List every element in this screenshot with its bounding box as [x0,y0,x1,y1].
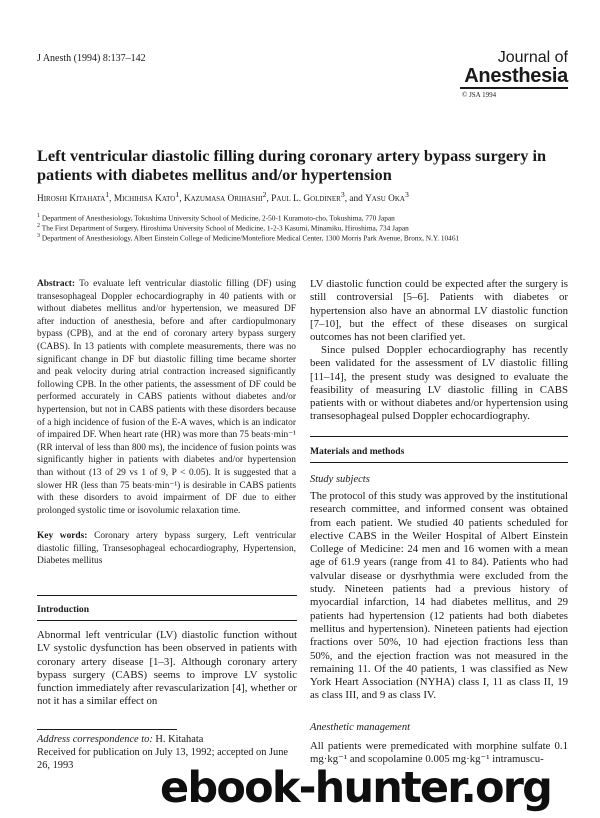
correspondence-line [37,733,297,746]
author-conjunction: , and [344,194,366,205]
copyright-notice: © JSA 1994 [462,91,497,99]
keywords-text: Coronary artery bypass surgery, Left ventricular diastolic filling, Transesophageal echocardiography, Hypertension, Diabetes mellitus [37,531,297,567]
keywords [37,530,296,568]
author-name: Kazumasa Orihashi [183,194,263,205]
received-line: Received for publication on July 13, 1992; accepted on June 26, 1993 [37,747,289,771]
journal-rule [460,87,568,89]
affiliation-mark: 2 [37,223,41,229]
intro-paragraph-2: LV diastolic function could be expected after the surgery is still controversial [5–6]. Patients with diabetes or hypertension also have an abnormal LV diastolic function [7–10], but the effect of these diseases on surgical outcomes has not been clarified yet. [310,278,568,344]
abstract-text: To evaluate left ventricular diastolic filling (DF) using transesophageal Doppler echocardiography in 40 patients with or without diabetes mellitus and/or hypertension, we measured DF after induction of anesthesia, before and after cardiopulmonary bypass (CPB), and at the end of coronary artery bypass surgery (CABS). In 13 patients with complete measurements, there was no significant change in DF but diastolic filling time became shorter and peak velocity during atrial contraction increased significantly following CPB. In the other patients, the assessment of DF could be performed accurately in CABS patients without diabetes and/or hypertension, but not in CABS patients with these disorders because of a high incidence of fusion of the E-A waves, which is an indicator of impaired DF. When heart rate (HR) was more than 75 beats·min⁻¹ (RR interval of less than 800 ms), the incidence of fusion points was significantly higher in patients with diabetes and/or hypertension than without (13 of 29 vs 1 of 9, P < 0.05). It is suggested that a slower HR (less than 75 beats·min⁻¹) is desirable in CABS patients with these disorders to avoid impairment of DF due to either prolonged systolic time or isovolumic relaxation time. [37,279,296,516]
author-separator: , [266,194,272,205]
footnote-rule [37,729,177,730]
section-heading-methods: Materials and methods [310,446,405,457]
affiliation-text: Department of Anesthesiology, Tokushima University School of Medicine, 2-50-1 Kuramoto-cho, Tokushima, 770 Japan [41,213,395,223]
author-affiliation-mark: 1 [175,190,180,199]
section-heading-introduction: Introduction [37,604,90,615]
correspondence-label: Address correspondence to: [37,734,153,745]
article-title: Left ventricular diastolic filling during coronary artery bypass surgery in patients with diabetes mellitus and/or hypertension [37,146,547,184]
author-name: Michihisa Kato [113,194,176,205]
abstract [37,278,296,517]
author-name: Paul L. Goldiner [271,194,341,205]
author-affiliation-mark: 2 [262,190,267,199]
intro-paragraph-3: Since pulsed Doppler echocardiography has recently been validated for the assessment of LV diastolic filling [11–14], the present study was designed to evaluate the feasibility of measuring LV diastolic filling in CABS patients with or without diabetes and/or hypertension using transesophageal pulsed Doppler echocardiography. [310,344,568,423]
author-affiliation-mark: 3 [404,190,409,199]
journal-citation: J Anesth (1994) 8:137–142 [37,53,146,64]
author-affiliation-mark: 1 [105,190,110,199]
section-rule [310,462,568,463]
section-rule [310,436,568,437]
affiliation [37,232,577,243]
anesthetic-text: All patients were premedicated with morphine sulfate 0.1 mg·kg⁻¹ and scopolamine 0.005 mg·kg⁻¹ intramuscu- [310,740,568,766]
journal-logo [460,50,568,99]
section-rule [37,620,297,621]
affiliation-mark: 3 [37,233,41,239]
author-list [37,190,567,204]
correspondence-name: H. Kitahata [155,734,204,745]
affiliation-mark: 1 [37,213,41,219]
watermark: ebook-hunter.org [160,763,552,813]
author-separator: , [109,194,114,205]
author-name: Yasu Oka [365,194,405,205]
subsection-heading-anesthetic: Anesthetic management [310,722,411,733]
keywords-label: Key words: [37,531,88,541]
affiliation-text: Department of Anesthesiology, Albert Einstein College of Medicine/Montefiore Medical Center, 1300 Morris Park Avenue, Bronx, N.Y. 10461 [41,233,460,243]
abstract-label: Abstract: [37,279,76,289]
author-name: Hiroshi Kitahata [37,194,106,205]
journal-name-line1: Journal of [497,49,568,66]
journal-name-line2: Anesthesia [464,65,568,87]
author-affiliation-mark: 3 [340,190,345,199]
section-rule [37,595,297,596]
affiliation-text: The First Department of Surgery, Hiroshima University School of Medicine, 1-2-3 Kasumi, Minamiku, Hiroshima, 734 Japan [41,223,409,233]
subsection-heading-study-subjects: Study subjects [310,474,370,485]
intro-paragraph-1: Abnormal left ventricular (LV) diastolic function without LV systolic dysfunction has been observed in patients with coronary artery disease [1–3]. Although coronary artery bypass surgery (CABS) seems to improve LV systolic function immediately after revascularization [4], whether or not it has a similar effect on [37,629,297,708]
study-subjects-text: The protocol of this study was approved by the institutional research committee, and informed consent was obtained from each patient. We studied 40 patients scheduled for elective CABS in the Weiler Hospital of Albert Einstein College of Medicine: 24 men and 16 women with a mean age of 61.9 years (range from 41 to 84). Patients who had valvular disease or dysrhythmia were excluded from the study. Nineteen patients had a previous history of myocardial infarction, 14 had diabetes mellitus, and 29 patients had hypertension (12 patients had both diabetes mellitus and hypertension). Nineteen patients had ejection fractions over 50%, 10 had ejection fractions less than 50%, and the ejection fraction was not measured in the remaining 11. Of the 40 patients, 1 was classified as New York Heart Association (NYHA) class I, 11 as class II, 19 as class III, and 9 as class IV. [310,490,568,702]
author-separator: , [179,194,184,205]
